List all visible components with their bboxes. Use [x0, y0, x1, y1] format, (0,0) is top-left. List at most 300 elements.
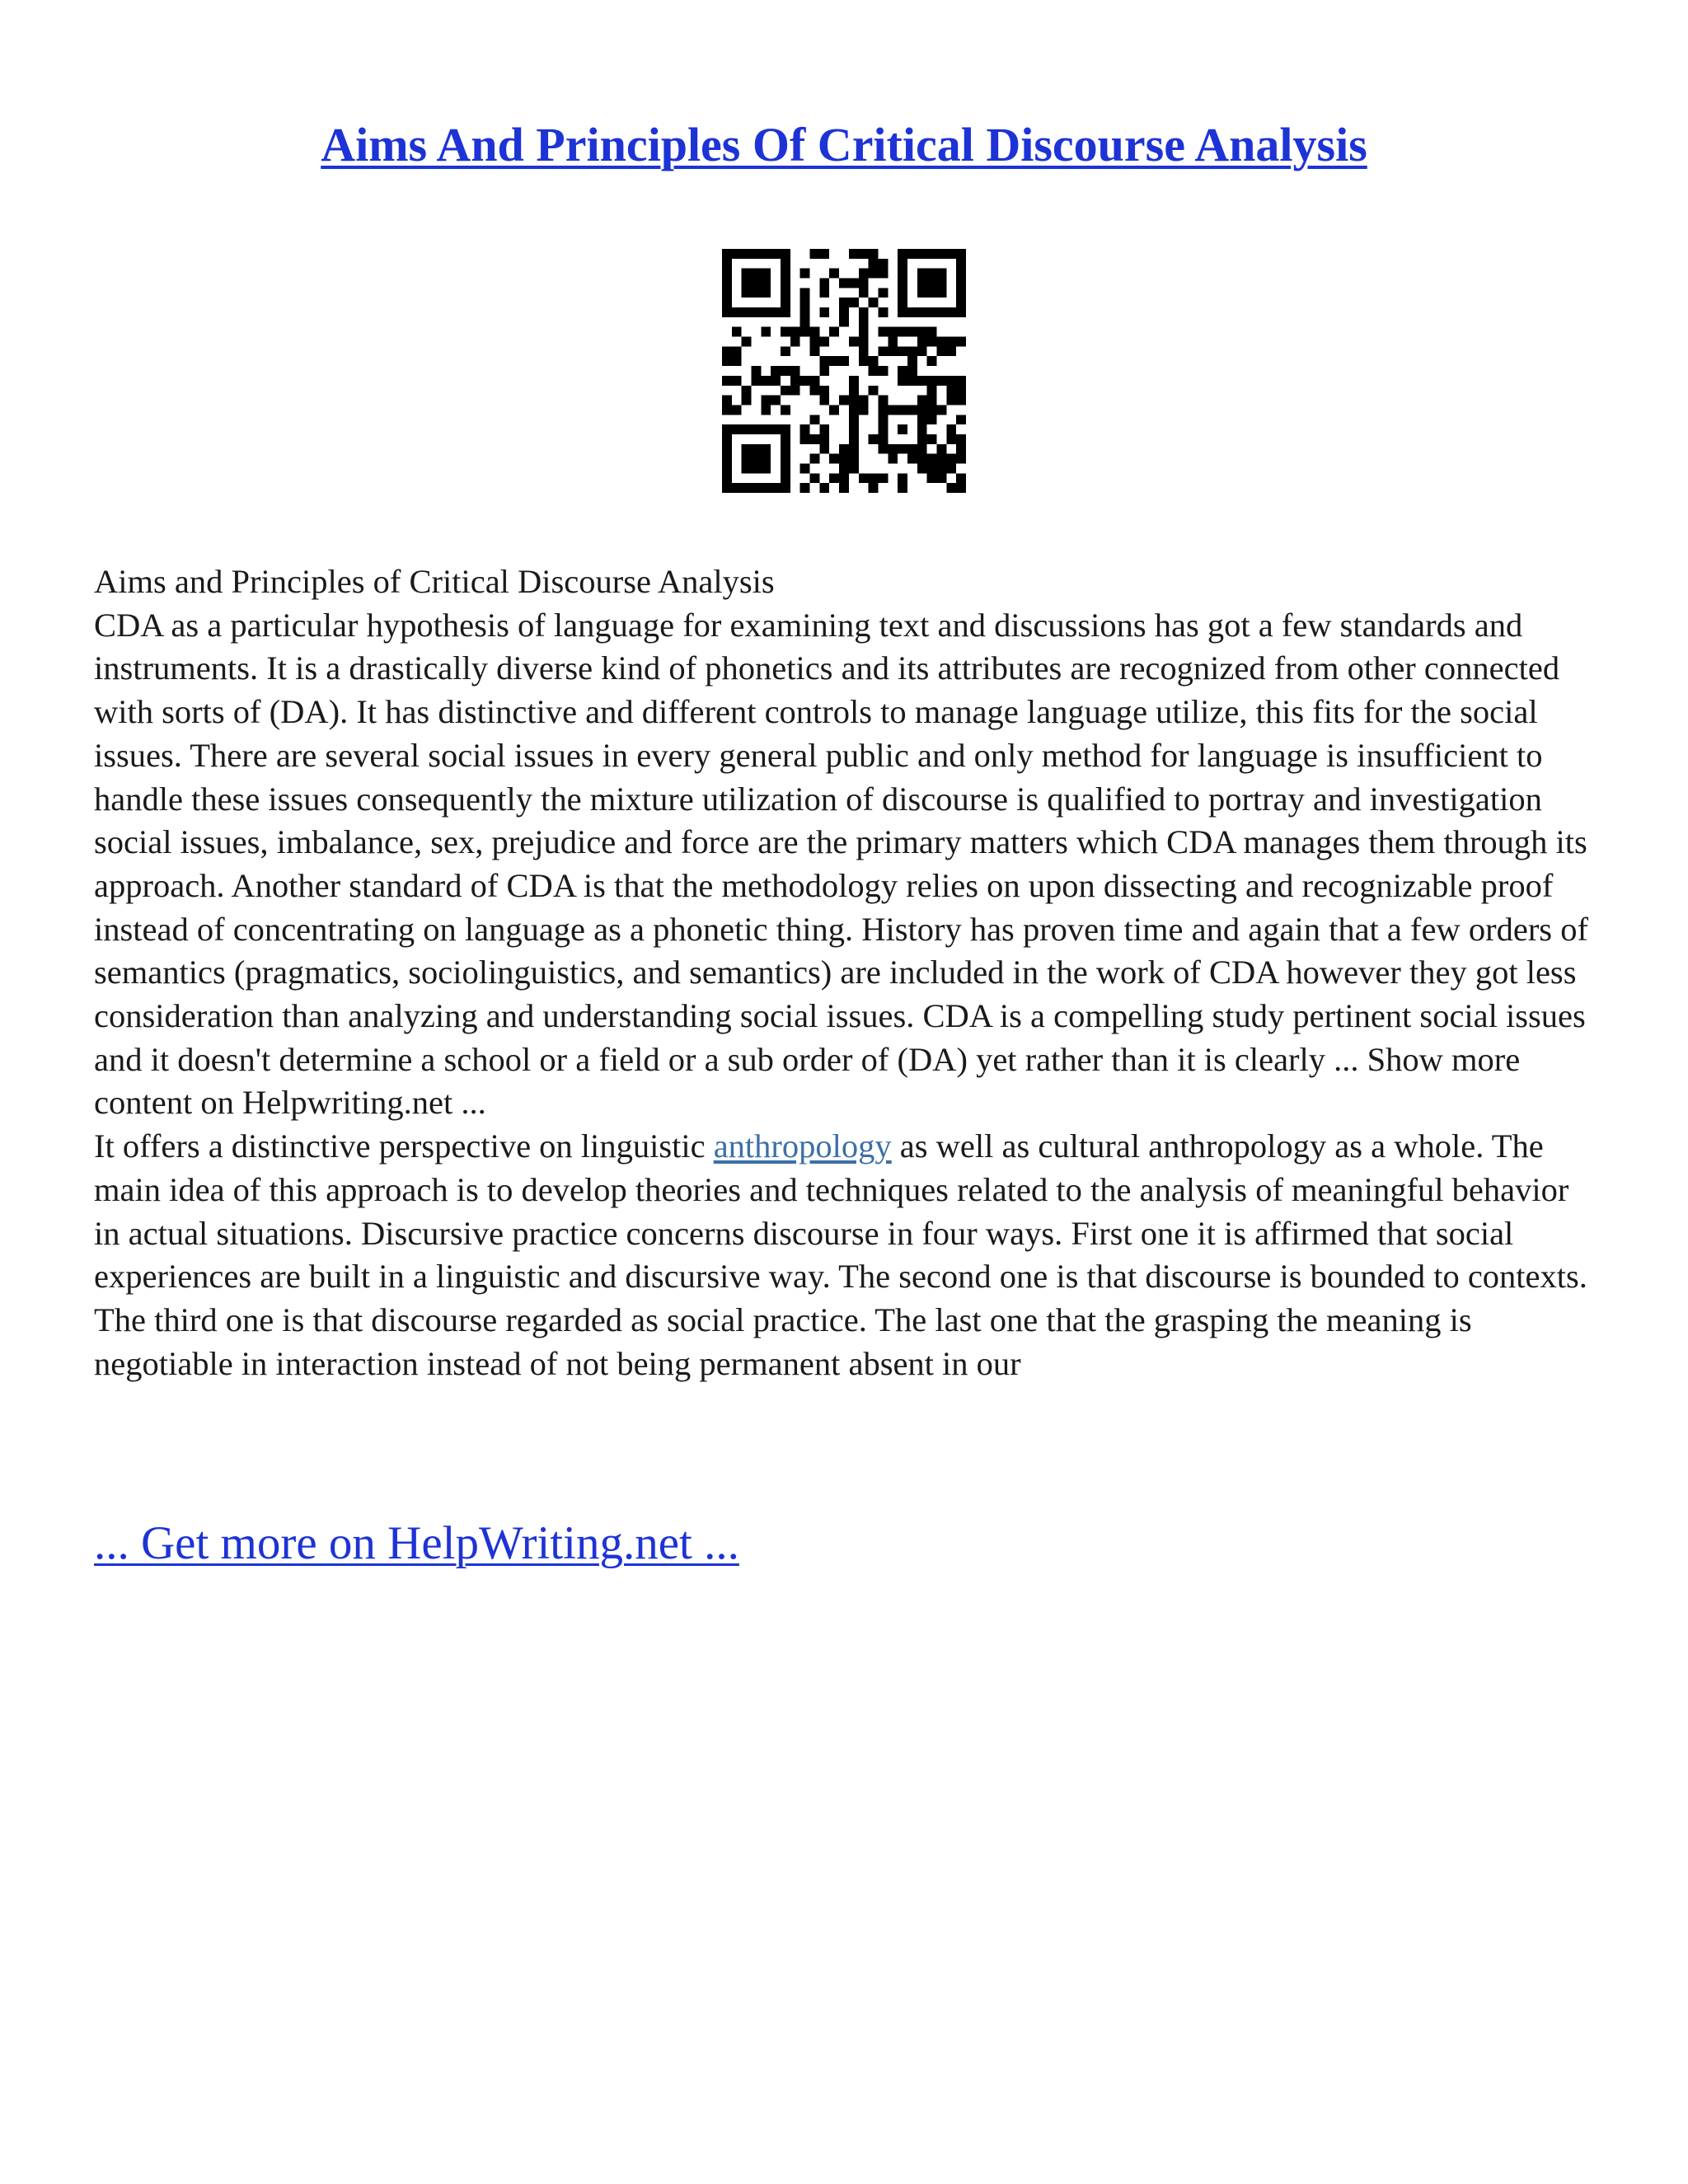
qr-module	[829, 454, 839, 464]
qr-module	[917, 376, 927, 386]
qr-module	[917, 454, 927, 464]
qr-module	[936, 249, 946, 259]
qr-module	[761, 424, 771, 434]
qr-module	[878, 288, 888, 298]
qr-module	[917, 307, 927, 317]
qr-module	[878, 307, 888, 317]
qr-module	[859, 269, 869, 279]
qr-module	[927, 454, 937, 464]
qr-module	[839, 279, 849, 288]
qr-module	[761, 279, 771, 288]
qr-module	[761, 444, 771, 454]
qr-module	[752, 307, 762, 317]
qr-module	[898, 346, 907, 356]
qr-module	[907, 366, 917, 376]
qr-module	[936, 454, 946, 464]
qr-module	[742, 279, 752, 288]
qr-module	[859, 327, 869, 337]
qr-module	[722, 288, 732, 298]
qr-module	[800, 317, 810, 327]
qr-module	[869, 483, 879, 493]
qr-module	[917, 249, 927, 259]
qr-module	[839, 463, 849, 473]
qr-module	[869, 298, 879, 307]
qr-module	[917, 346, 927, 356]
qr-module	[859, 356, 869, 366]
qr-module	[927, 307, 937, 317]
qr-module	[936, 337, 946, 347]
qr-module	[742, 249, 752, 259]
qr-module	[810, 327, 820, 337]
page-title	[0, 115, 1688, 175]
qr-module	[819, 288, 829, 298]
qr-module	[956, 269, 966, 279]
qr-module	[936, 473, 946, 483]
paragraph-1: CDA as a particular hypothesis of language for examining text and discussions has got a few standards and instruments. It is a drastically diverse kind of phonetics and its attributes are recognized from other connected with sorts of (DA). It has distinctive and different controls to manage language utilize, this fits for the social issues. There are several social issues in every general public and only method for language is insufficient to handle these issues consequently the mixture utilization of discourse is qualified to portray and investigation social issues, imbalance, sex, prejudice and force are the primary matters which CDA manages them through its approach. Another standard of CDA is that the methodology relies on upon dissecting and recognizable proof instead of concentrating on language as a phonetic thing. History has proven time and again that a few orders of semantics (pragmatics, sociolinguistics, and semantics) are included in the work of CDA however they got less consideration than analyzing and understanding social issues. CDA is a compelling study pertinent social issues and it doesn't determine a school or a field or a sub order of (DA) yet rather than it is clearly ... Show more content on Helpwriting.net ...	[94, 606, 1588, 1122]
qr-module	[810, 376, 820, 386]
qr-module	[800, 298, 810, 307]
qr-module	[790, 386, 800, 396]
qr-module	[898, 444, 907, 454]
qr-module	[722, 473, 732, 483]
qr-module	[907, 327, 917, 337]
qr-module	[956, 396, 966, 405]
qr-module	[839, 396, 849, 405]
qr-module	[732, 356, 742, 366]
qr-module	[781, 366, 790, 376]
qr-module	[898, 327, 907, 337]
qr-module	[888, 444, 898, 454]
qr-module	[878, 473, 888, 483]
qr-module	[800, 424, 810, 434]
qr-module	[917, 327, 927, 337]
qr-module	[819, 337, 829, 347]
qr-module	[849, 249, 859, 259]
qr-module	[732, 249, 742, 259]
qr-module	[898, 269, 907, 279]
qr-module	[849, 424, 859, 434]
qr-module	[800, 269, 810, 279]
qr-module	[927, 473, 937, 483]
qr-module	[956, 307, 966, 317]
qr-module	[869, 434, 879, 444]
qr-module	[946, 463, 956, 473]
qr-module	[771, 483, 781, 493]
qr-module	[781, 386, 790, 396]
qr-module	[859, 405, 869, 415]
qr-module	[732, 376, 742, 386]
qr-module	[849, 463, 859, 473]
qr-module	[936, 463, 946, 473]
qr-module	[752, 454, 762, 464]
qr-module	[859, 473, 869, 483]
qr-module	[722, 346, 732, 356]
qr-module	[800, 434, 810, 444]
qr-module	[819, 424, 829, 434]
qr-module	[927, 376, 937, 386]
qr-module	[819, 434, 829, 444]
qr-module	[790, 327, 800, 337]
qr-module	[761, 288, 771, 298]
qr-module	[722, 307, 732, 317]
qr-module	[849, 298, 859, 307]
qr-module	[752, 424, 762, 434]
qr-module	[946, 346, 956, 356]
qr-module	[722, 434, 732, 444]
qr-module	[781, 249, 790, 259]
qr-module	[722, 376, 732, 386]
qr-module	[936, 376, 946, 386]
qr-module	[917, 405, 927, 415]
qr-module	[742, 269, 752, 279]
qr-module	[898, 424, 907, 434]
qr-module	[829, 327, 839, 337]
qr-module	[878, 366, 888, 376]
qr-module	[819, 307, 829, 317]
qr-module	[898, 298, 907, 307]
qr-module	[956, 288, 966, 298]
qr-module	[781, 259, 790, 269]
qr-module	[761, 269, 771, 279]
qr-module	[810, 434, 820, 444]
qr-module	[781, 434, 790, 444]
qr-module	[781, 346, 790, 356]
qr-module	[917, 269, 927, 279]
qr-module	[722, 298, 732, 307]
qr-module	[761, 327, 771, 337]
qr-module	[956, 434, 966, 444]
qr-module	[878, 396, 888, 405]
qr-module	[732, 424, 742, 434]
qr-module	[878, 327, 888, 337]
qr-module	[849, 279, 859, 288]
qr-module	[722, 424, 732, 434]
qr-module	[839, 444, 849, 454]
qr-module	[859, 249, 869, 259]
qr-module	[829, 473, 839, 483]
qr-module	[781, 463, 790, 473]
qr-module	[800, 463, 810, 473]
qr-module	[752, 483, 762, 493]
qr-module	[898, 307, 907, 317]
qr-module	[927, 249, 937, 259]
qr-module	[761, 405, 771, 415]
qr-module	[869, 249, 879, 259]
qr-module	[781, 279, 790, 288]
qr-module	[849, 396, 859, 405]
qr-module	[781, 454, 790, 464]
qr-module	[927, 405, 937, 415]
qr-module	[946, 386, 956, 396]
qr-module	[917, 424, 927, 434]
qr-module	[771, 424, 781, 434]
anthropology-link[interactable]: anthropology	[713, 1127, 892, 1165]
qr-module	[888, 327, 898, 337]
qr-module	[898, 366, 907, 376]
qr-module	[761, 463, 771, 473]
qr-module	[742, 288, 752, 298]
qr-module	[810, 346, 820, 356]
qr-module	[927, 269, 937, 279]
qr-module	[956, 249, 966, 259]
qr-module	[819, 249, 829, 259]
qr-module	[917, 415, 927, 424]
qr-module	[907, 454, 917, 464]
qr-module	[907, 376, 917, 386]
paragraph-2	[94, 1125, 1602, 1385]
qr-module	[927, 463, 937, 473]
qr-module	[829, 356, 839, 366]
qr-module	[927, 415, 937, 424]
qr-module	[752, 444, 762, 454]
qr-module	[819, 386, 829, 396]
qr-module	[819, 396, 829, 405]
qr-module	[810, 454, 820, 464]
qr-module	[849, 405, 859, 415]
qr-module	[742, 463, 752, 473]
qr-module	[742, 483, 752, 493]
qr-module	[771, 396, 781, 405]
qr-module	[839, 307, 849, 317]
qr-module	[819, 279, 829, 288]
qr-module	[742, 444, 752, 454]
qr-module	[742, 424, 752, 434]
qr-module	[761, 396, 771, 405]
qr-module	[839, 356, 849, 366]
qr-module	[722, 356, 732, 366]
qr-module	[839, 298, 849, 307]
qr-module	[732, 327, 742, 337]
qr-module	[946, 376, 956, 386]
qr-module	[917, 463, 927, 473]
qr-module	[927, 356, 937, 366]
qr-module	[859, 307, 869, 317]
qr-module	[878, 424, 888, 434]
qr-module	[956, 415, 966, 424]
qr-module	[771, 366, 781, 376]
qr-code-graphic	[722, 249, 966, 493]
qr-module	[888, 337, 898, 347]
qr-module	[927, 434, 937, 444]
qr-module	[859, 317, 869, 327]
qr-module	[819, 356, 829, 366]
qr-module	[936, 405, 946, 415]
qr-module	[898, 405, 907, 415]
qr-module	[869, 356, 879, 366]
qr-module	[946, 483, 956, 493]
qr-module	[790, 366, 800, 376]
qr-module	[800, 327, 810, 337]
qr-module	[742, 454, 752, 464]
qr-module	[859, 288, 869, 298]
qr-module	[800, 288, 810, 298]
qr-module	[917, 337, 927, 347]
qr-module	[956, 376, 966, 386]
qr-module	[761, 454, 771, 464]
qr-module	[722, 269, 732, 279]
qr-module	[878, 434, 888, 444]
qr-module	[752, 269, 762, 279]
qr-module	[742, 307, 752, 317]
qr-code-icon	[722, 249, 966, 493]
qr-module	[810, 249, 820, 259]
qr-module	[936, 346, 946, 356]
qr-module	[722, 454, 732, 464]
qr-module	[790, 376, 800, 386]
qr-module	[927, 396, 937, 405]
qr-module	[946, 424, 956, 434]
qr-module	[761, 249, 771, 259]
qr-module	[722, 249, 732, 259]
qr-module	[888, 346, 898, 356]
qr-module	[907, 356, 917, 366]
qr-module	[956, 386, 966, 396]
qr-module	[800, 307, 810, 317]
qr-module	[790, 337, 800, 347]
qr-module	[742, 386, 752, 396]
qr-module	[819, 366, 829, 376]
qr-module	[849, 415, 859, 424]
qr-module	[781, 307, 790, 317]
qr-module	[878, 346, 888, 356]
qr-module	[722, 444, 732, 454]
qr-module	[859, 396, 869, 405]
qr-module	[946, 396, 956, 405]
paragraph-2-start: It offers a distinctive perspective on linguistic	[94, 1127, 714, 1165]
qr-module	[722, 259, 732, 269]
get-more-link[interactable]: ... Get more on HelpWriting.net ...	[94, 1517, 739, 1569]
qr-module	[878, 444, 888, 454]
qr-module	[917, 434, 927, 444]
qr-module	[936, 307, 946, 317]
qr-module	[898, 288, 907, 298]
qr-module	[917, 288, 927, 298]
qr-module	[936, 269, 946, 279]
qr-module	[898, 259, 907, 269]
qr-module	[888, 405, 898, 415]
qr-module	[849, 386, 859, 396]
qr-module	[839, 317, 849, 327]
qr-module	[878, 269, 888, 279]
qr-module	[956, 279, 966, 288]
qr-module	[859, 346, 869, 356]
qr-module	[917, 279, 927, 288]
qr-module	[839, 483, 849, 493]
qr-module	[722, 396, 732, 405]
qr-module	[761, 483, 771, 493]
qr-module	[869, 269, 879, 279]
qr-module	[771, 307, 781, 317]
qr-module	[936, 288, 946, 298]
qr-module	[800, 483, 810, 493]
qr-module	[956, 483, 966, 493]
qr-module	[927, 279, 937, 288]
qr-module	[722, 483, 732, 493]
qr-module	[819, 483, 829, 493]
qr-module	[907, 444, 917, 454]
qr-module	[946, 249, 956, 259]
qr-module	[800, 376, 810, 386]
qr-module	[956, 337, 966, 347]
qr-module	[917, 396, 927, 405]
get-more-link-container	[94, 1515, 739, 1572]
qr-module	[956, 473, 966, 483]
qr-module	[781, 269, 790, 279]
qr-module	[927, 386, 937, 396]
qr-module	[761, 376, 771, 386]
qr-module	[898, 249, 907, 259]
article-body	[94, 560, 1602, 1385]
qr-module	[810, 386, 820, 396]
qr-module	[898, 376, 907, 386]
qr-module	[752, 376, 762, 386]
qr-module	[946, 307, 956, 317]
qr-module	[849, 454, 859, 464]
qr-module	[956, 454, 966, 464]
qr-module	[722, 463, 732, 473]
qr-module	[927, 327, 937, 337]
qr-module	[839, 473, 849, 483]
qr-module	[781, 473, 790, 483]
qr-module	[771, 249, 781, 259]
qr-module	[878, 405, 888, 415]
paragraph-2-end: as well as cultural anthropology as a whole. The main idea of this approach is to develop theories and techniques related to the analysis of meaningful behavior in actual situations. Discursive practice concerns discourse in four ways. First one it is affirmed that social experiences are built in a linguistic and discursive way. The second one is that discourse is bounded to contexts. The third one is that discourse regarded as social practice. The last one that the grasping the meaning is negotiable in interaction instead of not being permanent absent in our	[94, 1127, 1587, 1382]
qr-module	[946, 337, 956, 347]
qr-module	[946, 434, 956, 444]
qr-module	[898, 483, 907, 493]
qr-module	[849, 376, 859, 386]
qr-module	[956, 298, 966, 307]
qr-module	[781, 424, 790, 434]
qr-module	[907, 346, 917, 356]
qr-module	[752, 366, 762, 376]
qr-module	[742, 337, 752, 347]
qr-module	[849, 434, 859, 444]
qr-module	[781, 483, 790, 493]
qr-module	[752, 249, 762, 259]
qr-module	[732, 346, 742, 356]
qr-module	[878, 415, 888, 424]
qr-module	[732, 405, 742, 415]
qr-module	[956, 259, 966, 269]
qr-module	[946, 454, 956, 464]
qr-module	[936, 279, 946, 288]
qr-module	[810, 337, 820, 347]
qr-module	[732, 307, 742, 317]
qr-module	[771, 376, 781, 386]
qr-module	[829, 269, 839, 279]
qr-module	[781, 298, 790, 307]
qr-module	[849, 444, 859, 454]
qr-module	[849, 337, 859, 347]
qr-module	[752, 463, 762, 473]
qr-module	[742, 396, 752, 405]
qr-module	[927, 288, 937, 298]
qr-module	[869, 259, 879, 269]
qr-module	[752, 288, 762, 298]
qr-module	[888, 454, 898, 464]
qr-module	[761, 307, 771, 317]
qr-module	[781, 405, 790, 415]
qr-module	[839, 454, 849, 464]
qr-module	[810, 415, 820, 424]
qr-module	[878, 259, 888, 269]
qr-module	[869, 366, 879, 376]
qr-module	[869, 386, 879, 396]
title-link[interactable]: Aims And Principles Of Critical Discourse Analysis	[321, 118, 1367, 171]
qr-module	[819, 444, 829, 454]
qr-module	[752, 279, 762, 288]
